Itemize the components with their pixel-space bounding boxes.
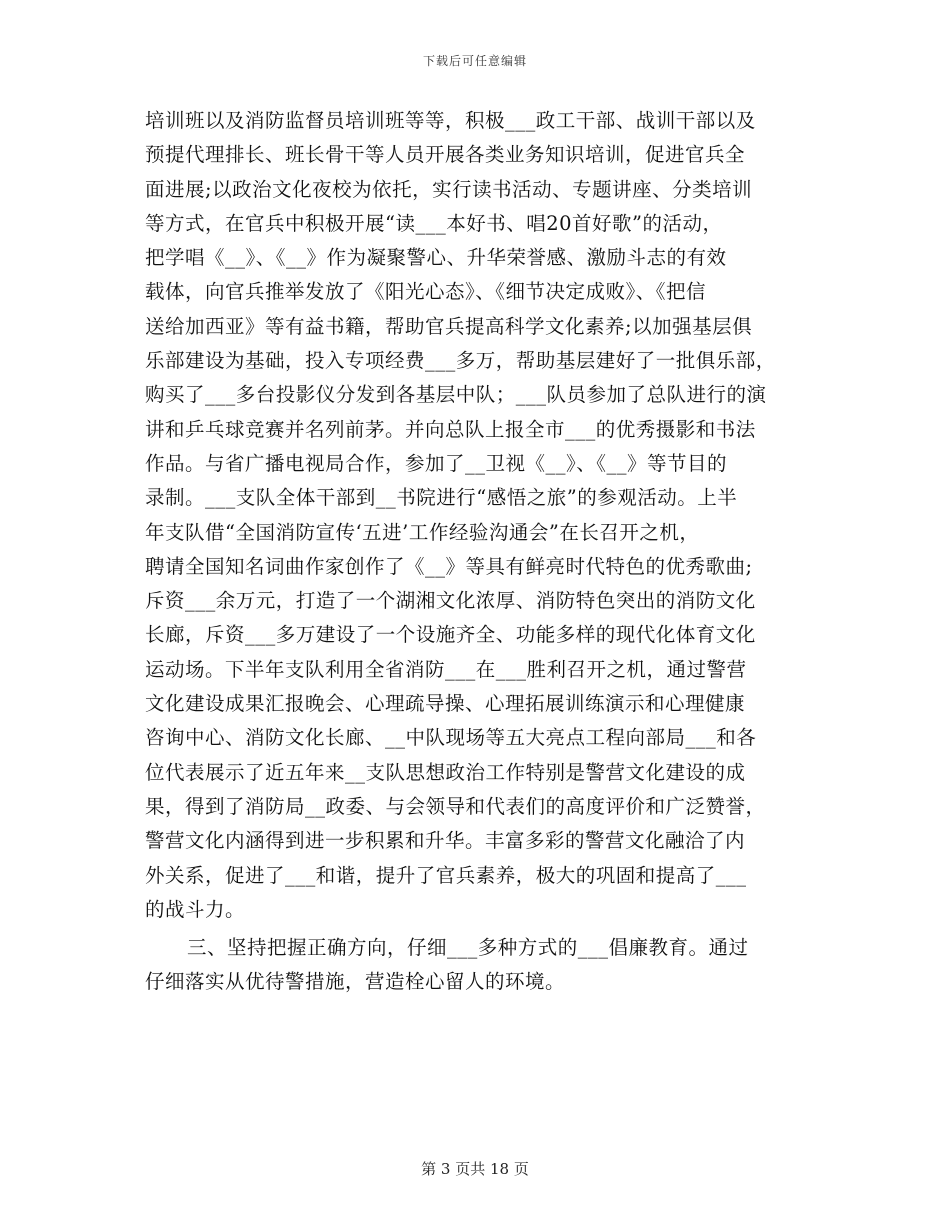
text-line: 把学唱《__》、《__》作为凝聚警心、升华荣誉感、激励斗志的有效 — [145, 246, 727, 270]
text-line: 运动场。下半年支队利用全省消防___在___胜利召开之机，通过警营 — [145, 657, 747, 681]
text-line: 聘请全国知名词曲作家创作了《__》等具有鲜亮时代特色的优秀歌曲; — [145, 554, 753, 578]
text-line: 咨询中心、消防文化长廊、__中队现场等五大亮点工程向部局___和各 — [145, 726, 757, 750]
text-line: 外关系，促进了___和谐，提升了官兵素养，极大的巩固和提高了___ — [145, 863, 747, 887]
text-line: 果，得到了消防局__政委、与会领导和代表们的高度评价和广泛赞誉， — [145, 794, 766, 818]
text-line: 斥资___余万元，打造了一个湖湘文化浓厚、消防特色突出的消防文化 — [145, 589, 756, 613]
page-footer: 第 3 页共 18 页 — [421, 1160, 529, 1178]
text-line: 预提代理排长、班长骨干等人员开展各类业务知识培训，促进官兵全 — [145, 143, 746, 167]
document-body — [145, 104, 810, 1000]
text-line: 仔细落实从优待警措施，营造栓心留人的环境。 — [145, 970, 566, 994]
text-line: 购买了___多台投影仪分发到各基层中队；___队员参加了总队进行的演 — [145, 383, 767, 407]
page-header: 下载后可任意编辑 — [422, 54, 527, 68]
text-line: 警营文化内涵得到进一步积累和升华。丰富多彩的警营文化融洽了内 — [145, 829, 746, 853]
text-line: 年支队借“全国消防宣传‘五进’工作经验沟通会”在长召开之机， — [145, 520, 700, 544]
text-line: 文化建设成果汇报晚会、心理疏导操、心理拓展训练演示和心理健康 — [145, 692, 746, 716]
text-line: 培训班以及消防监督员培训班等等，积极___政工干部、战训干部以及 — [145, 109, 756, 132]
paragraph-2 — [145, 931, 810, 1000]
text-line: 讲和乒乓球竞赛并名列前茅。并向总队上报全市___的优秀摄影和书法 — [145, 417, 756, 441]
text-line: 的战斗力。 — [145, 897, 246, 921]
paragraph-1 — [145, 104, 810, 927]
text-line: 乐部建设为基础，投入专项经费___多万，帮助基层建好了一批俱乐部， — [145, 349, 776, 373]
text-line: 作品。与省广播电视局合作，参加了__卫视《__》、《__》等节目的 — [145, 451, 728, 475]
text-line: 录制。___支队全体干部到__书院进行“感悟之旅”的参观活动。上半 — [145, 486, 738, 510]
text-line: 位代表展示了近五年来__支队思想政治工作特别是警营文化建设的成 — [145, 760, 746, 784]
text-line: 长廊，斥资___多万建设了一个设施齐全、功能多样的现代化体育文化 — [145, 623, 756, 647]
text-line: 等方式，在官兵中积极开展“读___本好书、唱20首好歌”的活动， — [145, 211, 723, 235]
text-line: 三、坚持把握正确方向，仔细___多种方式的___倡廉教育。通过 — [187, 936, 749, 960]
text-line: 载体，向官兵推举发放了《阳光心态》、《细节决定成败》、《把信 — [145, 280, 707, 304]
text-line: 送给加西亚》等有益书籍，帮助官兵提高科学文化素养;以加强基层俱 — [145, 314, 753, 338]
text-line: 面进展;以政治文化夜校为依托，实行读书活动、专题讲座、分类培训 — [145, 177, 753, 201]
